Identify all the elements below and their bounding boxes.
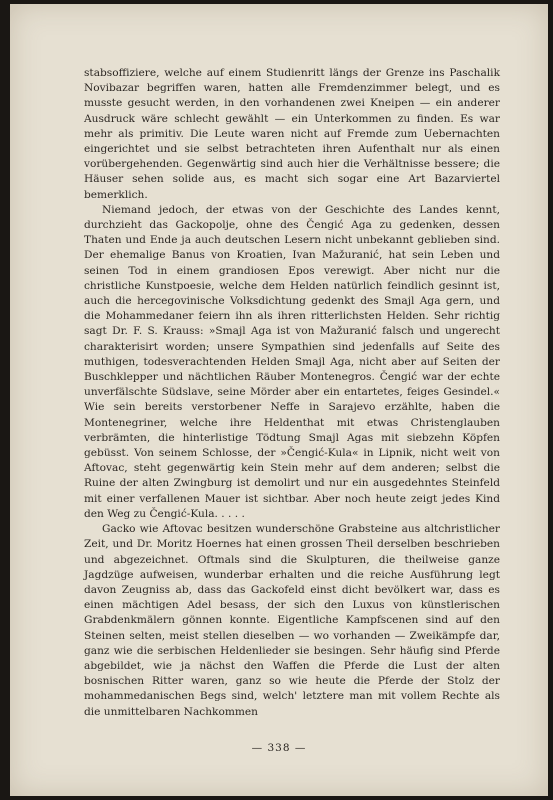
page-number: — 338 — <box>251 742 307 754</box>
book-page <box>10 4 548 796</box>
paragraph-1: stabsoffiziere, welche auf einem Studienritt längs der Grenze ins Paschalik Novibazar begriffen waren, hatten alle Fremdenzimmer belegt, und es musste gesucht werden, in den vorhandenen zwei Kneipen — ein anderer Ausdruck wäre schlecht gewählt — ein Unterkommen zu finden. Es war mehr als primitiv. Die Leute waren nicht auf Fremde zum Uebernachten eingerichtet und sie selbst betrachteten ihren Aufenthalt nur als einen vorübergehenden. Gegenwärtig sind auch hier die Verhältnisse bessere; die Häuser sehen solide aus, es macht sich sogar eine Art Bazarviertel bemerklich. <box>84 67 500 201</box>
paragraph-2: Niemand jedoch, der etwas von der Geschichte des Landes kennt, durchzieht das Gackopolje, ohne des Čengić Aga zu gedenken, dessen Thaten und Ende ja auch deutschen Lesern nicht unbekannt geblieben sind. Der ehemalige Banus von Kroatien, Ivan Mažuranić, hat sein Leben und seinen Tod in einem grandiosen Epos verewigt. Aber nicht nur die christliche Kunstpoesie, welche dem Helden natürlich feindlich gesinnt ist, auch die hercegovinische Volksdichtung gedenkt des Smajl Aga gern, und die Mohammedaner feiern ihn als ihren ritterlichsten Helden. Sehr richtig sagt Dr. F. S. Krauss: »Smajl Aga ist von Mažuranić falsch und ungerecht charakterisirt worden; unsere Sympathien sind jedenfalls auf Seite des muthigen, todesverachtenden Helden Smajl Aga, nicht aber auf Seiten der Buschklepper und nächtlichen Räuber Montenegros. Čengić war der echte unverfälschte Südslave, seine Mörder aber ein entartetes, feiges Gesindel.« Wie sein bereits verstorbener Neffe in Sarajevo erzählte, haben die Montenegriner, welche ihre Heldenthat mit etwas Christenglauben verbrämten, die hinterlistige Tödtung Smajl Agas mit siebzehn Köpfen gebüsst. Von seinem Schlosse, der »Čengić-Kula« in Lipnik, nicht weit von Aftovac, steht gegenwärtig kein Stein mehr auf dem anderen; selbst die Ruine der alten Zwingburg ist demolirt und nur ein ausgedehntes Steinfeld mit einer verfallenen Mauer ist sichtbar. Aber noch heute zeigt jedes Kind den Weg zu Čengić-Kula. . . . . <box>84 203 500 520</box>
body-text <box>84 66 500 720</box>
paragraph-3: Gacko wie Aftovac besitzen wunderschöne Grabsteine aus altchristlicher Zeit, und Dr. Moritz Hoernes hat einen grossen Theil derselben beschrieben und abgezeichnet. Oftmals sind die Skulpturen, die theilweise ganze Jagdzüge aufweisen, wunderbar erhalten und die reiche Ausführung legt davon Zeugniss ab, dass das Gackofeld einst dicht bevölkert war, dass es einen mächtigen Adel besass, der sich den Luxus von künstlerischen Grabdenkmälern gönnen konnte. Eigentliche Kampfscenen sind auf den Steinen selten, meist stellen dieselben — wo vorhanden — Zweikämpfe dar, ganz wie die serbischen Heldenlieder sie besingen. Sehr häufig sind Pferde abgebildet, wie ja nächst den Waffen die Pferde die Lust der alten bosnischen Ritter waren, ganz so wie heute die Pferde der Stolz der mohammedanischen Begs sind, welch' letztere man mit vollem Rechte als die unmittelbaren Nachkommen <box>84 523 500 718</box>
